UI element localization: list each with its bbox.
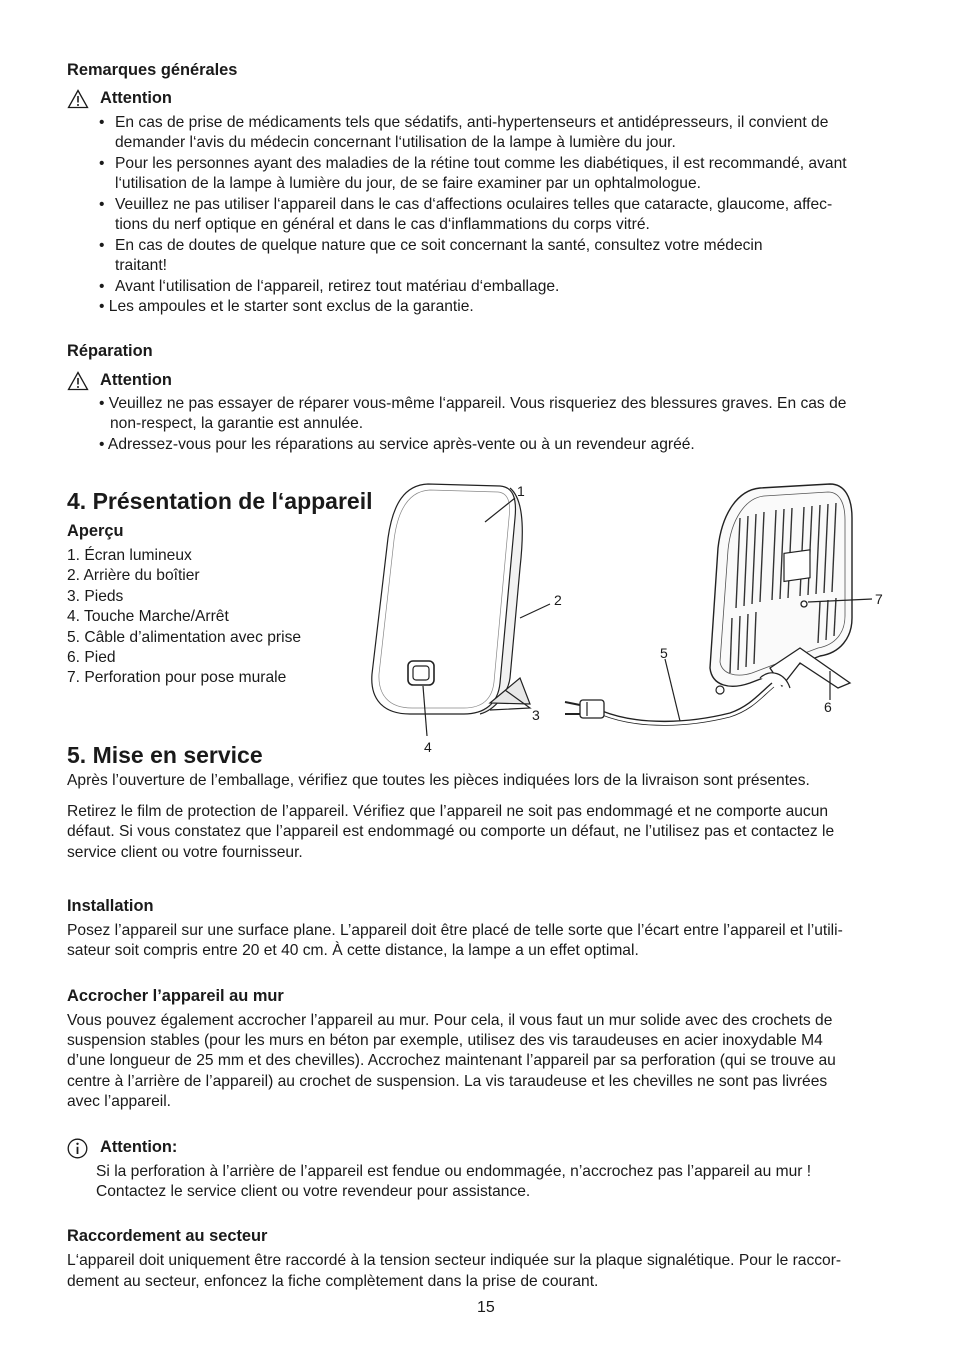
bullet-mark: • [99,278,105,295]
list-item: • Les ampoules et le starter sont exclus de la garantie. [99,298,474,315]
callout-number-4: 4 [424,739,432,755]
callout-line-5 [665,659,680,721]
paragraph-line: avec l’appareil. [67,1093,172,1110]
repair-line: • Adressez-vous pour les réparations au service après-vente ou à un revendeur agréé. [99,436,695,453]
bullet-text: Pour les personnes ayant des maladies de la rétine tout comme les diabétiques, il est recommandé, avant [115,155,847,172]
repair-line: non-respect, la garantie est annulée. [110,415,364,432]
bullet-text: En cas de prise de médicaments tels que sédatifs, anti-hypertenseurs et antidépresseurs, il convient de [115,114,829,131]
bullet-text: Veuillez ne pas utiliser l‘appareil dans le cas d‘affections oculaires telles que cataracte, glaucome, affec- [115,196,833,213]
list-item: 2. Arrière du boîtier [67,567,200,584]
bullet-text: l‘utilisation de la lampe à lumière du jour, de se faire examiner par un ophtalmologue. [115,175,701,192]
warning-triangle-icon [67,89,89,109]
callout-number-3: 3 [532,707,540,723]
section-title-mise-en-service: 5. Mise en service [67,742,263,768]
power-cable [565,683,774,725]
list-item: 7. Perforation pour pose murale [67,669,287,686]
section-title-repair: Réparation [67,342,153,360]
list-item: 1. Écran lumineux [67,547,192,564]
subtitle-apercu: Aperçu [67,522,124,540]
callout-number-2: 2 [554,592,562,608]
attention-label: Attention [100,371,172,389]
paragraph-line: défaut. Si vous constatez que l’appareil est endommagé ou comporte un défaut, ne l’utilisez pas et contactez le [67,823,835,840]
bullet-text: traitant! [115,257,168,274]
callout-number-1: 1 [517,483,525,499]
info-attention-label: Attention: [100,1138,178,1156]
front-device [372,484,530,714]
attention-label: Attention [100,89,172,107]
info-icon [67,1138,88,1159]
list-item: 5. Câble d’alimentation avec prise [67,629,302,646]
callout-number-6: 6 [824,699,832,715]
paragraph-line: Posez l’appareil sur une surface plane. L’appareil doit être placé de telle sorte que l’écart entre l’appareil et l’utili- [67,922,843,939]
paragraph-line: service client ou votre fournisseur. [67,844,303,861]
bullet-mark: • [99,155,105,172]
list-item: 3. Pieds [67,588,124,605]
section-title-presentation: 4. Présentation de l‘appareil [67,488,373,514]
paragraph-line: L‘appareil doit uniquement être raccordé à la tension secteur indiquée sur la plaque signalétique. Pour le raccor- [67,1252,842,1269]
subsection-title-wall: Accrocher l’appareil au mur [67,987,284,1005]
warning-triangle-icon [67,371,89,391]
paragraph: Après l’ouverture de l’emballage, vérifiez que toutes les pièces indiquées lors de la livraison sont présentes. [67,772,810,789]
bullet-text: tions du nerf optique en général et dans le cas d‘inflammations du corps vitré. [115,216,650,233]
paragraph-line: centre à l’arrière de l’appareil) au crochet de suspension. La vis taraudeuse et les chevilles ne sont pas livrées [67,1073,828,1090]
device-illustration [360,478,900,763]
section-title-remarks: Remarques générales [67,61,238,79]
paragraph-line: Contactez le service client ou votre revendeur pour assistance. [96,1183,531,1200]
paragraph-line: d’une longueur de 25 mm et des chevilles). Accrochez maintenant l’appareil par sa perforation (qui se trouve au [67,1052,836,1069]
paragraph-line: Vous pouvez également accrocher l’appareil au mur. Pour cela, il vous faut un mur solide avec des crochets de [67,1012,833,1029]
repair-line: • Veuillez ne pas essayer de réparer vous-même l‘appareil. Vous risqueriez des blessures graves. En cas de [99,395,847,412]
callout-number-7: 7 [875,591,883,607]
subsection-title-installation: Installation [67,897,154,915]
list-item: 6. Pied [67,649,116,666]
bullet-text: Avant l‘utilisation de l‘appareil, retirez tout matériau d‘emballage. [115,278,560,295]
paragraph-line: sateur soit compris entre 20 et 40 cm. À cette distance, la lampe a un effet optimal. [67,942,639,959]
bullet-mark: • [99,237,105,254]
bullet-mark: • [99,196,105,213]
callout-line-2 [520,604,550,618]
bullet-text: En cas de doutes de quelque nature que ce soit concernant la santé, consultez votre médecin [115,237,763,254]
paragraph-line: suspension stables (pour les murs en béton par exemple, utilisez des vis taraudeuses en acier inoxydable M4 [67,1032,823,1049]
paragraph-line: dement au secteur, enfoncez la fiche complètement dans la prise de courant. [67,1273,599,1290]
callout-number-5: 5 [660,645,668,661]
bullet-mark: • [99,114,105,131]
page-number: 15 [477,1299,495,1316]
subsection-title-mains: Raccordement au secteur [67,1227,268,1245]
bullet-text: demander l‘avis du médecin concernant l‘utilisation de la lampe à lumière du jour. [115,134,676,151]
list-item: 4. Touche Marche/Arrêt [67,608,229,625]
paragraph-line: Si la perforation à l’arrière de l’appareil est fendue ou endommagée, n’accrochez pas l’appareil au mur ! [96,1163,812,1180]
paragraph-line: Retirez le film de protection de l’appareil. Vérifiez que l’appareil ne soit pas endommagé et ne comporte aucun [67,803,829,820]
back-device [710,484,852,694]
